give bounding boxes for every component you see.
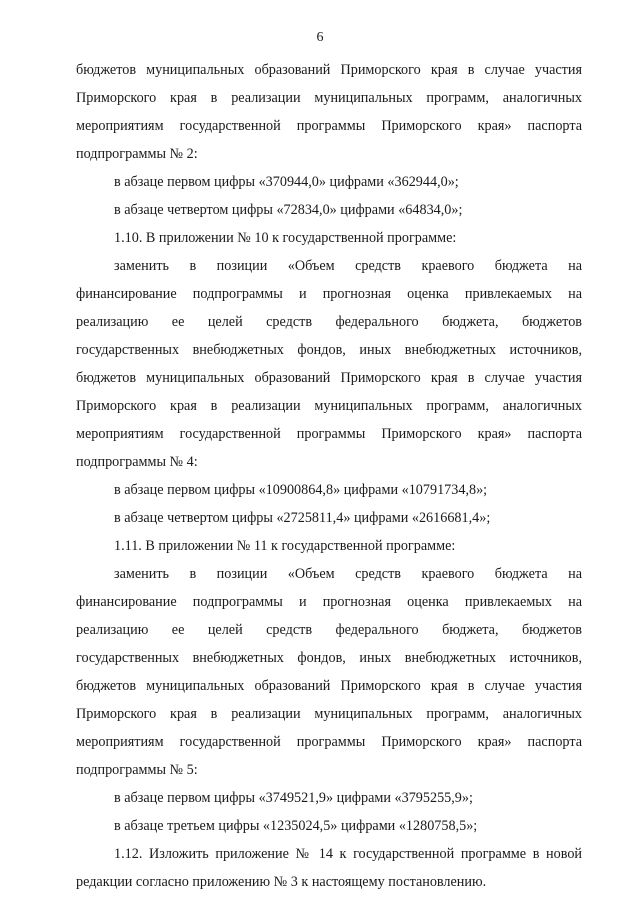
paragraph-amendment: в абзаце первом цифры «3749521,9» цифрами «3795255,9»; xyxy=(114,790,473,806)
text-line: государственных внебюджетных фондов, иных внебюджетных источников, xyxy=(76,650,582,666)
text-line: подпрограммы № 5: xyxy=(76,762,198,778)
text-line: бюджетов муниципальных образований Приморского края в случае участия xyxy=(76,370,582,386)
text-line: бюджетов муниципальных образований Приморского края в случае участия xyxy=(76,678,582,694)
paragraph-amendment: в абзаце четвертом цифры «72834,0» цифрами «64834,0»; xyxy=(114,202,463,218)
paragraph-section-heading: 1.10. В приложении № 10 к государственной программе: xyxy=(114,230,457,246)
text-line: бюджетов муниципальных образований Приморского края в случае участия xyxy=(76,62,582,78)
text-line: финансирование подпрограммы и прогнозная оценка привлекаемых на xyxy=(76,594,582,610)
text-line: подпрограммы № 4: xyxy=(76,454,198,470)
text-line: финансирование подпрограммы и прогнозная оценка привлекаемых на xyxy=(76,286,582,302)
paragraph-replace-position xyxy=(76,252,582,476)
paragraph-amendment: в абзаце первом цифры «370944,0» цифрами «362944,0»; xyxy=(114,174,459,190)
text-line: заменить в позиции «Объем средств краевого бюджета на xyxy=(114,258,582,274)
paragraph-annex-replacement xyxy=(76,840,582,896)
text-line: мероприятиям государственной программы Приморского края» паспорта xyxy=(76,118,582,134)
paragraph-replace-position xyxy=(76,560,582,784)
text-line: 1.12. Изложить приложение № 14 к государственной программе в новой xyxy=(114,846,582,862)
text-line: Приморского края в реализации муниципальных программ, аналогичных xyxy=(76,398,582,414)
paragraph-amendment: в абзаце четвертом цифры «2725811,4» цифрами «2616681,4»; xyxy=(114,510,491,526)
text-line: Приморского края в реализации муниципальных программ, аналогичных xyxy=(76,90,582,106)
text-line: реализацию ее целей средств федерального бюджета, бюджетов xyxy=(76,622,582,638)
text-line: государственных внебюджетных фондов, иных внебюджетных источников, xyxy=(76,342,582,358)
text-line: реализацию ее целей средств федерального бюджета, бюджетов xyxy=(76,314,582,330)
text-line: редакции согласно приложению № 3 к настоящему постановлению. xyxy=(76,874,487,890)
paragraph-amendment: в абзаце первом цифры «10900864,8» цифрами «10791734,8»; xyxy=(114,482,488,498)
document-body xyxy=(76,56,582,896)
paragraph-section-heading: 1.11. В приложении № 11 к государственной программе: xyxy=(114,538,456,554)
text-line: подпрограммы № 2: xyxy=(76,146,198,162)
text-line: заменить в позиции «Объем средств краевого бюджета на xyxy=(114,566,582,582)
paragraph-amendment: в абзаце третьем цифры «1235024,5» цифрами «1280758,5»; xyxy=(114,818,478,834)
page-number: 6 xyxy=(316,30,324,45)
text-line: Приморского края в реализации муниципальных программ, аналогичных xyxy=(76,706,582,722)
text-line: мероприятиям государственной программы Приморского края» паспорта xyxy=(76,734,582,750)
text-line: мероприятиям государственной программы Приморского края» паспорта xyxy=(76,426,582,442)
paragraph-continuation xyxy=(76,56,582,168)
